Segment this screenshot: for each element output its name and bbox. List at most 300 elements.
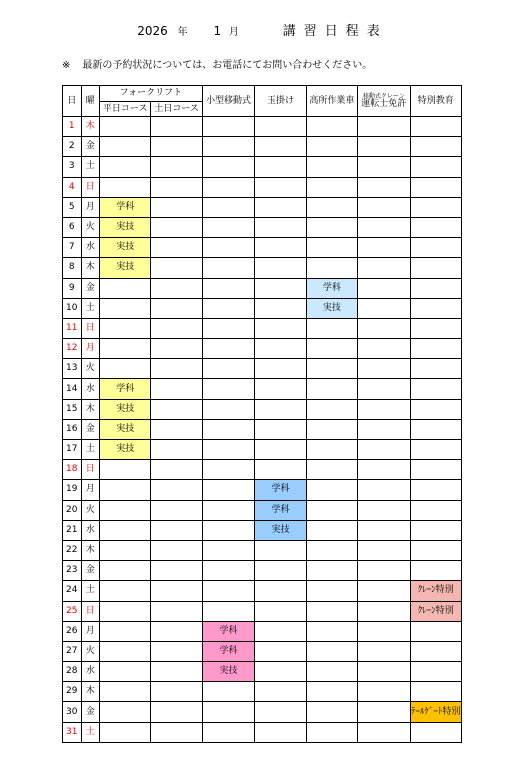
small-mobile-cell (202, 117, 254, 137)
crane-cell (358, 177, 410, 197)
crane-cell (358, 561, 410, 581)
crane-cell (358, 520, 410, 540)
table-row (63, 137, 462, 157)
high-place-cell (306, 561, 357, 581)
forklift-weekday-cell (100, 641, 151, 661)
header-forklift-weekday: 平日コース (100, 102, 151, 117)
small-mobile-cell (202, 460, 254, 480)
tamagake-cell (255, 460, 306, 480)
forklift-weekday-cell: 実技 (100, 238, 151, 258)
special-cell (410, 419, 462, 439)
forklift-weekend-cell (151, 540, 202, 560)
forklift-weekday-cell (100, 117, 151, 137)
crane-cell (358, 157, 410, 177)
forklift-weekday-cell (100, 540, 151, 560)
table-row (63, 157, 462, 177)
title-year: 2026 (137, 24, 168, 38)
small-mobile-cell: 学科 (202, 641, 254, 661)
small-mobile-cell (202, 318, 254, 338)
table-row (63, 117, 462, 137)
forklift-weekend-cell (151, 601, 202, 621)
forklift-weekend-cell (151, 117, 202, 137)
crane-cell (358, 662, 410, 682)
high-place-cell (306, 581, 357, 601)
crane-cell (358, 278, 410, 298)
forklift-weekend-cell (151, 258, 202, 278)
crane-cell (358, 702, 410, 722)
high-place-cell (306, 662, 357, 682)
crane-cell (358, 238, 410, 258)
day-cell: 3 (63, 157, 82, 177)
day-cell: 17 (63, 440, 82, 460)
forklift-weekend-cell (151, 197, 202, 217)
weekday-cell: 月 (81, 197, 100, 217)
crane-cell (358, 480, 410, 500)
weekday-cell: 日 (81, 318, 100, 338)
day-cell: 20 (63, 500, 82, 520)
weekday-cell: 水 (81, 520, 100, 540)
small-mobile-cell (202, 258, 254, 278)
small-mobile-cell (202, 419, 254, 439)
high-place-cell (306, 177, 357, 197)
high-place-cell (306, 702, 357, 722)
forklift-weekday-cell (100, 318, 151, 338)
high-place-cell: 実技 (306, 298, 357, 318)
high-place-cell (306, 238, 357, 258)
forklift-weekend-cell (151, 621, 202, 641)
day-cell: 22 (63, 540, 82, 560)
day-cell: 6 (63, 217, 82, 237)
small-mobile-cell (202, 601, 254, 621)
table-row (63, 540, 462, 560)
day-cell: 29 (63, 682, 82, 702)
tamagake-cell (255, 601, 306, 621)
table-row (63, 682, 462, 702)
day-cell: 26 (63, 621, 82, 641)
tamagake-cell (255, 540, 306, 560)
small-mobile-cell (202, 480, 254, 500)
small-mobile-cell (202, 379, 254, 399)
crane-cell (358, 419, 410, 439)
small-mobile-cell (202, 278, 254, 298)
crane-cell (358, 682, 410, 702)
weekday-cell: 水 (81, 379, 100, 399)
table-row (63, 440, 462, 460)
special-cell (410, 359, 462, 379)
high-place-cell (306, 399, 357, 419)
forklift-weekday-cell (100, 339, 151, 359)
forklift-weekday-cell: 実技 (100, 217, 151, 237)
forklift-weekday-cell: 学科 (100, 197, 151, 217)
crane-cell (358, 540, 410, 560)
day-cell: 31 (63, 722, 82, 742)
weekday-cell: 木 (81, 540, 100, 560)
forklift-weekday-cell (100, 581, 151, 601)
day-cell: 15 (63, 399, 82, 419)
special-cell (410, 480, 462, 500)
crane-cell (358, 621, 410, 641)
tamagake-cell (255, 157, 306, 177)
day-cell: 8 (63, 258, 82, 278)
weekday-cell: 金 (81, 278, 100, 298)
tamagake-cell (255, 137, 306, 157)
forklift-weekend-cell (151, 641, 202, 661)
day-cell: 23 (63, 561, 82, 581)
table-row (63, 460, 462, 480)
special-cell (410, 520, 462, 540)
high-place-cell (306, 682, 357, 702)
forklift-weekend-cell (151, 500, 202, 520)
tamagake-cell (255, 419, 306, 439)
header-crane-bottom: 運転士免許 (361, 98, 407, 109)
forklift-weekend-cell (151, 520, 202, 540)
weekday-cell: 水 (81, 662, 100, 682)
crane-cell (358, 197, 410, 217)
crane-cell (358, 217, 410, 237)
notice-text: 最新の予約状況については、お電話にてお問い合わせください。 (82, 60, 373, 71)
table-row (63, 258, 462, 278)
special-cell (410, 621, 462, 641)
high-place-cell (306, 157, 357, 177)
day-cell: 30 (63, 702, 82, 722)
title-year-unit: 年 (177, 27, 188, 38)
crane-cell (358, 298, 410, 318)
day-cell: 27 (63, 641, 82, 661)
day-cell: 25 (63, 601, 82, 621)
table-row (63, 278, 462, 298)
schedule-table (62, 85, 462, 743)
day-cell: 28 (63, 662, 82, 682)
small-mobile-cell (202, 217, 254, 237)
crane-cell (358, 117, 410, 137)
forklift-weekend-cell (151, 682, 202, 702)
tamagake-cell (255, 359, 306, 379)
table-row (63, 339, 462, 359)
weekday-cell: 日 (81, 177, 100, 197)
tamagake-cell (255, 621, 306, 641)
forklift-weekend-cell (151, 662, 202, 682)
title-month-unit: 月 (228, 27, 239, 38)
header-forklift: フォークリフト (100, 86, 203, 102)
forklift-weekday-cell: 実技 (100, 440, 151, 460)
day-cell: 7 (63, 238, 82, 258)
high-place-cell (306, 197, 357, 217)
forklift-weekday-cell (100, 480, 151, 500)
small-mobile-cell: 実技 (202, 662, 254, 682)
special-cell (410, 117, 462, 137)
weekday-cell: 火 (81, 217, 100, 237)
header-high-place: 高所作業車 (306, 86, 357, 117)
small-mobile-cell (202, 177, 254, 197)
forklift-weekday-cell (100, 278, 151, 298)
table-row (63, 641, 462, 661)
high-place-cell (306, 258, 357, 278)
tamagake-cell (255, 641, 306, 661)
tamagake-cell (255, 682, 306, 702)
table-row (63, 419, 462, 439)
special-cell (410, 177, 462, 197)
day-cell: 1 (63, 117, 82, 137)
table-row (63, 601, 462, 621)
forklift-weekday-cell (100, 601, 151, 621)
title-main: 講習日程表 (282, 24, 388, 39)
table-row (63, 722, 462, 742)
tamagake-cell (255, 561, 306, 581)
high-place-cell (306, 621, 357, 641)
forklift-weekend-cell (151, 298, 202, 318)
table-row (63, 561, 462, 581)
tamagake-cell (255, 278, 306, 298)
crane-cell (358, 641, 410, 661)
weekday-cell: 土 (81, 722, 100, 742)
forklift-weekend-cell (151, 581, 202, 601)
high-place-cell (306, 419, 357, 439)
table-row (63, 238, 462, 258)
forklift-weekend-cell (151, 318, 202, 338)
special-cell (410, 217, 462, 237)
weekday-cell: 火 (81, 500, 100, 520)
day-cell: 5 (63, 197, 82, 217)
header-forklift-weekend: 土日コース (151, 102, 202, 117)
small-mobile-cell (202, 157, 254, 177)
weekday-cell: 日 (81, 460, 100, 480)
table-row (63, 177, 462, 197)
high-place-cell (306, 379, 357, 399)
crane-cell (358, 722, 410, 742)
tamagake-cell (255, 581, 306, 601)
weekday-cell: 木 (81, 682, 100, 702)
tamagake-cell: 学科 (255, 480, 306, 500)
high-place-cell (306, 318, 357, 338)
small-mobile-cell (202, 540, 254, 560)
tamagake-cell (255, 722, 306, 742)
small-mobile-cell (202, 137, 254, 157)
high-place-cell (306, 641, 357, 661)
day-cell: 4 (63, 177, 82, 197)
title-month: 1 (213, 24, 222, 38)
forklift-weekend-cell (151, 460, 202, 480)
crane-cell (358, 601, 410, 621)
special-cell (410, 298, 462, 318)
table-row (63, 621, 462, 641)
special-cell (410, 440, 462, 460)
forklift-weekend-cell (151, 379, 202, 399)
day-cell: 12 (63, 339, 82, 359)
crane-cell (358, 581, 410, 601)
special-cell (410, 197, 462, 217)
special-cell: ﾃｰﾙｹﾞｰﾄ特別 (410, 702, 462, 722)
weekday-cell: 日 (81, 601, 100, 621)
forklift-weekday-cell (100, 682, 151, 702)
weekday-cell: 土 (81, 298, 100, 318)
day-cell: 18 (63, 460, 82, 480)
day-cell: 14 (63, 379, 82, 399)
tamagake-cell (255, 238, 306, 258)
high-place-cell (306, 137, 357, 157)
tamagake-cell: 実技 (255, 520, 306, 540)
forklift-weekday-cell (100, 137, 151, 157)
tamagake-cell (255, 318, 306, 338)
special-cell (410, 278, 462, 298)
special-cell (410, 258, 462, 278)
tamagake-cell (255, 440, 306, 460)
weekday-cell: 火 (81, 641, 100, 661)
crane-cell (358, 399, 410, 419)
forklift-weekend-cell (151, 399, 202, 419)
crane-cell (358, 339, 410, 359)
tamagake-cell (255, 702, 306, 722)
forklift-weekend-cell (151, 137, 202, 157)
high-place-cell (306, 117, 357, 137)
header-special: 特別教育 (410, 86, 462, 117)
special-cell (410, 399, 462, 419)
crane-cell (358, 460, 410, 480)
forklift-weekend-cell (151, 440, 202, 460)
weekday-cell: 土 (81, 440, 100, 460)
crane-cell (358, 440, 410, 460)
forklift-weekend-cell (151, 359, 202, 379)
forklift-weekday-cell (100, 359, 151, 379)
small-mobile-cell (202, 238, 254, 258)
special-cell (410, 137, 462, 157)
day-cell: 9 (63, 278, 82, 298)
forklift-weekend-cell (151, 238, 202, 258)
high-place-cell (306, 460, 357, 480)
tamagake-cell (255, 258, 306, 278)
small-mobile-cell (202, 561, 254, 581)
weekday-cell: 金 (81, 137, 100, 157)
special-cell (410, 318, 462, 338)
day-cell: 11 (63, 318, 82, 338)
weekday-cell: 土 (81, 581, 100, 601)
forklift-weekday-cell: 学科 (100, 379, 151, 399)
day-cell: 19 (63, 480, 82, 500)
tamagake-cell: 学科 (255, 500, 306, 520)
small-mobile-cell (202, 298, 254, 318)
high-place-cell (306, 722, 357, 742)
small-mobile-cell: 学科 (202, 621, 254, 641)
tamagake-cell (255, 197, 306, 217)
weekday-cell: 金 (81, 419, 100, 439)
header-day: 日 (63, 86, 82, 117)
forklift-weekday-cell: 実技 (100, 419, 151, 439)
special-cell (410, 157, 462, 177)
forklift-weekday-cell (100, 500, 151, 520)
high-place-cell (306, 520, 357, 540)
header-tamagake: 玉掛け (255, 86, 306, 117)
small-mobile-cell (202, 500, 254, 520)
crane-cell (358, 258, 410, 278)
special-cell (410, 379, 462, 399)
high-place-cell (306, 440, 357, 460)
forklift-weekday-cell (100, 298, 151, 318)
table-row (63, 480, 462, 500)
forklift-weekday-cell (100, 722, 151, 742)
small-mobile-cell (202, 339, 254, 359)
table-row (63, 520, 462, 540)
forklift-weekday-cell: 実技 (100, 399, 151, 419)
special-cell (410, 682, 462, 702)
table-row (63, 662, 462, 682)
small-mobile-cell (202, 581, 254, 601)
forklift-weekday-cell (100, 561, 151, 581)
weekday-cell: 火 (81, 359, 100, 379)
small-mobile-cell (202, 197, 254, 217)
forklift-weekend-cell (151, 339, 202, 359)
high-place-cell (306, 500, 357, 520)
high-place-cell (306, 601, 357, 621)
weekday-cell: 木 (81, 117, 100, 137)
table-row (63, 197, 462, 217)
forklift-weekend-cell (151, 419, 202, 439)
table-row (63, 298, 462, 318)
table-row (63, 399, 462, 419)
special-cell (410, 238, 462, 258)
table-row (63, 500, 462, 520)
small-mobile-cell (202, 722, 254, 742)
high-place-cell (306, 339, 357, 359)
small-mobile-cell (202, 440, 254, 460)
weekday-cell: 木 (81, 399, 100, 419)
day-cell: 2 (63, 137, 82, 157)
forklift-weekend-cell (151, 480, 202, 500)
forklift-weekday-cell (100, 177, 151, 197)
schedule-body (63, 117, 462, 743)
special-cell: ｸﾚｰﾝ特別 (410, 601, 462, 621)
table-row (63, 702, 462, 722)
forklift-weekday-cell (100, 621, 151, 641)
table-row (63, 217, 462, 237)
small-mobile-cell (202, 682, 254, 702)
table-row (63, 379, 462, 399)
small-mobile-cell (202, 359, 254, 379)
tamagake-cell (255, 379, 306, 399)
table-row (63, 318, 462, 338)
special-cell (410, 662, 462, 682)
tamagake-cell (255, 177, 306, 197)
small-mobile-cell (202, 702, 254, 722)
forklift-weekday-cell (100, 460, 151, 480)
day-cell: 10 (63, 298, 82, 318)
forklift-weekday-cell (100, 702, 151, 722)
special-cell (410, 540, 462, 560)
special-cell: ｸﾚｰﾝ特別 (410, 581, 462, 601)
forklift-weekend-cell (151, 177, 202, 197)
table-row (63, 581, 462, 601)
special-cell (410, 339, 462, 359)
crane-cell (358, 318, 410, 338)
forklift-weekend-cell (151, 561, 202, 581)
notice-mark: ※ (62, 60, 71, 71)
weekday-cell: 月 (81, 480, 100, 500)
tamagake-cell (255, 117, 306, 137)
special-cell (410, 561, 462, 581)
day-cell: 16 (63, 419, 82, 439)
forklift-weekend-cell (151, 278, 202, 298)
notice (62, 56, 372, 71)
forklift-weekday-cell (100, 520, 151, 540)
forklift-weekday-cell: 実技 (100, 258, 151, 278)
high-place-cell (306, 217, 357, 237)
page-title (0, 20, 525, 39)
forklift-weekday-cell (100, 157, 151, 177)
weekday-cell: 月 (81, 339, 100, 359)
forklift-weekend-cell (151, 217, 202, 237)
tamagake-cell (255, 339, 306, 359)
special-cell (410, 641, 462, 661)
weekday-cell: 月 (81, 621, 100, 641)
day-cell: 21 (63, 520, 82, 540)
